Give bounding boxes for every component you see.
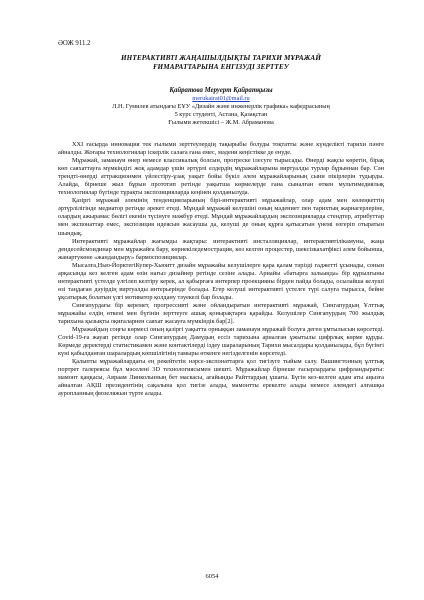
- body-paragraph: XXI ғасырда инновация тек ғылыми зерттеулердің тақырыбы болуды тоқтатты және күнделікті тарихи пәнге айналды. Жоғары технологиялар іскерлік салаға ғана емес, мәдени кеңістікке де енуде.: [58, 141, 384, 157]
- body-paragraph: Мұражай, заманауи өнер немесе классикалық болсын, прогреске ілесуге тырысады. Өнерді жақсы көретін, бірақ көп саяхаттауға мүмкіндігі жоқ адамдар үшін әртүрлі елдердің мұражайларына виртуалды турлар бұрыннан бар. Сән трендті-өнерді аттракционмен үйлестіру-ұзақ уақыт бойы бүкіл әлем мұражайларының сыни пікірлерін тудырды. Алайда, бірнеше жыл бұрын прототип ретінде уақытша көрмелерде ғана сыналған өткен мультимедиялық технологиялар бүгінде тұрақты экспозицияларда кеңінен қолданылуда.: [58, 157, 384, 197]
- article-title: [58, 54, 384, 72]
- affiliation-line: Ғылыми жетекшісі – Ж.М. Абраманова: [168, 119, 274, 126]
- author-name: Қайратова Меруерт Қайратқызы: [169, 87, 273, 94]
- body-paragraph: Қазіргі мұражай әлемінің тенденцияларының бірі-интерактивті мұражайлар, олар адам мен көлеңкеттің әртүрлілігінде медиатор ретінде әрекет етеді. Мұндай мұражай келушіні оның мәдениет пен тарихтың жарнагерлеріне, олардың ажырамас бөлігі екенін түсінуге мәжбүр етеді. Мұндай мұражайлардың экспозицияларда стендтер, атрибуттар мен экспонаттар емес, экспозиция идеясын жасаушы да, келуші де оның құрға қатысатын үнемі өзгеріп отыратын шындық.: [58, 197, 384, 237]
- body-paragraph: Мысалға,Нью-ЙорктегіКупер-Хьюитт дизайн мұражайы келушілерге қара қалам тәрізді гаджетті ұсынады, сонын арқасында кез келген адам өзін нағыз дизайнер ретінде сезіне алады. Арнайы «батырға зальында» бір құрылғыны интерактивті үстелде үлгілеп келтіру керек, ал қабырғаға интерпер проекцияны бірден пайда болады, осылайша келуші өзі таңдаған дәуірдің виртуалды интерьерінде болады. Егер келуші интерактивті үстелге түрі салуға тырысса, бейне ұқсатырық болатын үлгі мотиватор қолдану тәуекелі бар болады.: [58, 261, 384, 301]
- udc-code: ӘОЖ 911.2: [58, 40, 91, 47]
- author-email-link[interactable]: merukairat01@mail.ru: [192, 95, 250, 102]
- body-paragraph: Интерактивті мұражайлар жағымды жақтары: интерактивті инсталляциялар, интерактивтілікамуны, жаңа дендесейсмоидинар мен мұражайға бару, көрнекіледемострация, көз келген процестер, шексізкахатфіксі әлем бойынша, жанартукөне «жандандыру» бармоспозициялар.: [58, 237, 384, 261]
- body-paragraph: Қалыпты мұражайлардағы ең рекейтетін нәрсе-экспонаттарға қол тигізуге тыйым салу. Вашингтонның ұлттық портрет галереясы бұл мәселені 3D технологиясымен шешті. Мұражайлар бірнеше ғасырлардағы цифрландыраты: мамонт қаңқасы, Авраам Линкольнның бет маскасы, ағайынды Райттардың ұшағы. Бүгін кез-келген адам аты аңызға айналған АҚШ президентінің сақалына қол тигізе алады, мамонтты ерекелте алады немесе әлемдегі алғашқы ауропланның фюзеляжын түрте алады.: [58, 358, 384, 398]
- affiliation-line: 5 курс студенті, Астана, Қазақстан: [174, 111, 268, 118]
- article-body: [58, 141, 384, 399]
- title-line: ҒИМАРАТТАРЫНА ЕНГІЗУДІ ЗЕРТТЕУ: [153, 63, 289, 71]
- body-paragraph: Сингапурдағы бір керемет, прогрессивті және ойландыратын интерактивті мұражай, Сингапурдың Ұлттық мұражайы елдің өткені мен бүгінін зерттеуге ашық қонырақтарға қарайды. Келушілер Сингапурдың 700 жылдық тарихына қызықты оқиғаларнен саяхат жасауға мүмкіндік бар[2].: [58, 301, 384, 326]
- body-paragraph: Мұражайдың соңғы көрмесі оның қазіргі уақытта орныққан заманауи мұражай болуға деген ұмтылысын көрсетеді. Covid-19-ға жауап ретінде олар Сингапурдың Дамудың ессіз тарихына арналған ұжытылы цифрлық көрме құрды. Көрмеде деректерді статистикамен және контактілерді іздеу шараларының Тарихи мысалдары қолданылады, бұл бүгінгі күні қабылданған шаралардың көпшілігінің тамыры өткенге негізделгенін көрсетеді.: [58, 326, 384, 358]
- affiliation-line: Л.Н. Гумилев атындағы ЕҰУ «Дизайн және инженерлік графика» кафедрасының: [112, 103, 330, 110]
- title-line: ИНТЕРАКТИВТІ ЖАҢАШЫЛДЫҚТЫ ТАРИХИ МҰРАЖАЙ: [120, 54, 322, 62]
- page-number: 6054: [205, 573, 219, 580]
- affiliation-block: [58, 103, 384, 127]
